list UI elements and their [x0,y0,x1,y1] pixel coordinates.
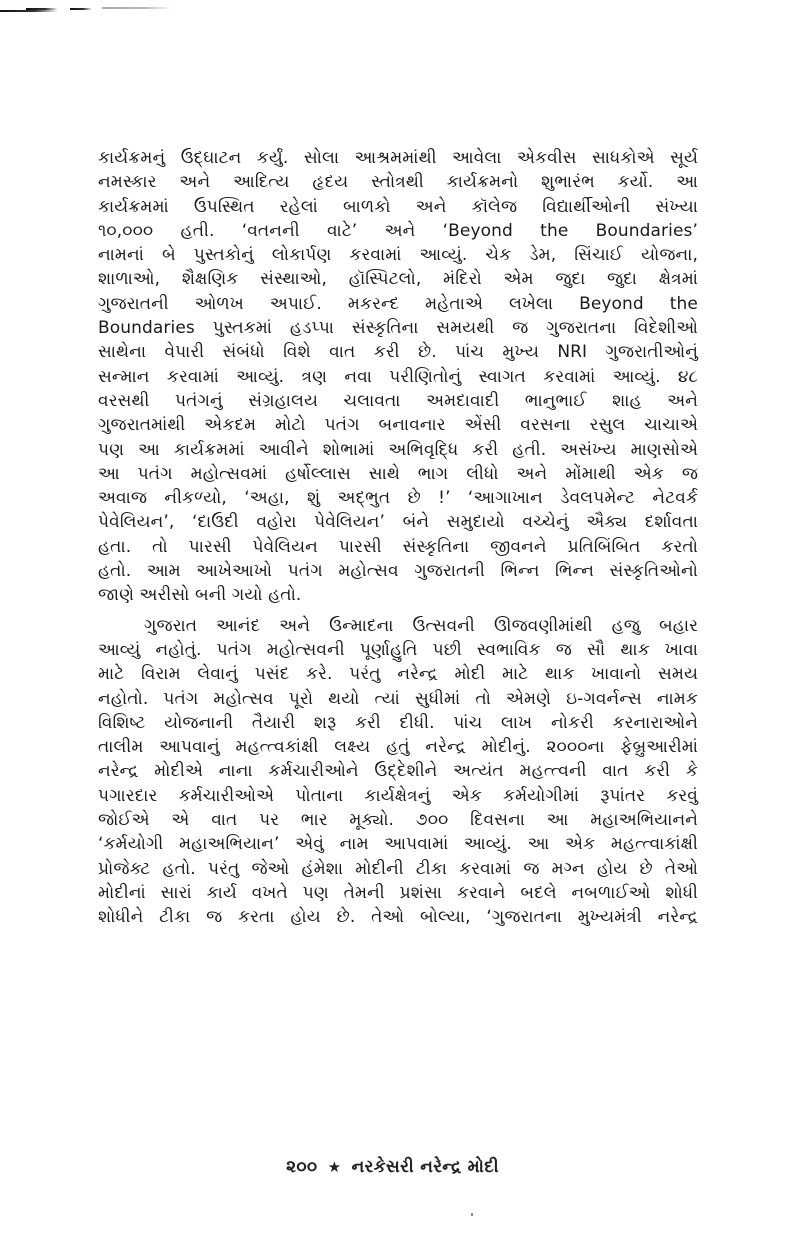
paragraph [98,146,698,608]
text-line: ૧૦,૦૦૦ હતી. ‘વતનની વાટે’ અને ‘Beyond the Boundaries’ [98,220,698,241]
page-footer [0,1157,785,1177]
scan-speck [471,1213,473,1216]
text-line: જાણે અરીસો બની ગયો હતો. [98,585,302,606]
paragraph [98,614,698,930]
text-line: શાળાઓ, શૈક્ષણિક સંસ્થાઓ, હૉસ્પિટલો, મંદિરો એમ જુદા જુદા ક્ષેત્રમાં [98,269,698,290]
text-line: પ્રોજેક્ટ હતો. પરંતુ જેઓ હંમેશા મોદીની ટીકા કરવામાં જ મગ્ન હોય છે તેઓ [98,858,698,879]
text-line: Boundaries પુસ્તકમાં હડપ્પા સંસ્કૃતિના સમયથી જ ગુજરાતના વિદેશીઓ [98,318,698,339]
text-line: પેવેલિયન’, ‘દાઉદી વહોરા પેવેલિયન’ બંને સમુદાયો વચ્ચેનું ઐક્ય દર્શાવતા [98,512,698,533]
scan-mark [70,8,92,10]
text-line: આ પતંગ મહોત્સવમાં હર્ષોલ્લાસ સાથે ભાગ લીધો અને મોંમાથી એક જ [98,463,698,484]
scan-mark [102,7,172,9]
text-line: મોદીનાં સારાં કાર્ય વખતે પણ તેમની પ્રશંસા કરવાને બદલે નબળાઈઓ શોધી [98,882,698,903]
page-number: ૨૦૦ [286,1157,318,1177]
text-line: સન્માન કરવામાં આવ્યું. ત્રણ નવા પરીણિતોનું સ્વાગત કરવામાં આવ્યું. ૪૮ [98,366,698,387]
text-line: જોઈએ એ વાત પર ભાર મૂક્યો. ૭૦૦ દિવસના આ મહાઅભિયાનને [98,810,698,831]
text-line: હતો. આમ આખેઆખો પતંગ મહોત્સવ ગુજરાતની ભિન્ન ભિન્ન સંસ્કૃતિઓનો [98,561,698,582]
text-line: પણ આ કાર્યક્રમમાં આવીને શોભામાં અભિવૃદ્ધિ કરી હતી. અસંખ્ય માણસોએ [98,439,698,460]
text-line: નરેન્દ્ર મોદીએ નાના કર્મચારીઓને ઉદ્દેશીને અત્યંત મહત્ત્વની વાત કરી કે [98,761,698,782]
text-line: કાર્યક્રમનું ઉદ્ઘાટન કર્યું. સોલા આશ્રમમાંથી આવેલા એકવીસ સાધકોએ સૂર્ય [98,148,698,168]
text-line: વરસથી પતંગનું સંગ્રહાલય ચલાવતા અમદાવાદી ભાનુભાઈ શાહ અને [98,390,698,411]
text-line: માટે વિરામ લેવાનું પસંદ કરે. પરંતુ નરેન્દ્ર મોદી માટે થાક ખાવાનો સમય [98,664,698,685]
scan-edge-marks [0,8,260,20]
text-line: નમસ્કાર અને આદિત્ય હૃદય સ્તોત્રથી કાર્યક્રમનો શુભારંભ કર્યો. આ [98,172,698,193]
text-line: ‘કર્મયોગી મહાઅભિયાન’ એવું નામ આપવામાં આવ્યું. આ એક મહત્ત્વાકાંક્ષી [98,834,698,855]
scan-mark [0,10,58,12]
text-line: નામનાં બે પુસ્તકોનું લોકાર્પણ કરવામાં આવ્યું. ચેક ડેમ, સિંચાઈ યોજના, [98,245,698,266]
text-line: તાલીમ આપવાનું મહત્ત્વકાંક્ષી લક્ષ્ય હતું નરેન્દ્ર મોદીનું. ૨૦૦૦ના ફેબ્રુઆરીમાં [98,737,698,758]
text-line: પગારદાર કર્મચારીઓએ પોતાના કાર્યક્ષેત્રનું એક કર્મયોગીમાં રૂપાંતર કરવું [98,785,698,806]
text-line: સાથેના વેપારી સંબંધો વિશે વાત કરી છે. પાંચ મુખ્ય NRI ગુજરાતીઓનું [98,342,698,363]
text-line: શોધીને ટીકા જ કરતા હોય છે. તેઓ બોલ્યા, ‘ગુજરાતના મુખ્યમંત્રી નરેન્દ્ર [98,907,698,928]
text-line: હતા. તો પારસી પેવેલિયન પારસી સંસ્કૃતિના જીવનને પ્રતિબિંબિત કરતો [98,536,698,557]
text-line: કાર્યક્રમમાં ઉપસ્થિત રહેલાં બાળકો અને કૉલેજ વિદ્યાર્થીઓની સંખ્યા [98,196,698,217]
text-line: ગુજરાતમાંથી એકદમ મોટો પતંગ બનાવનાર એંસી વરસના રસુલ ચાચાએ [98,415,698,436]
text-line: ગુજરાત આનંદ અને ઉન્માદના ઉત્સવની ઊજવણીમાંથી હજુ બહાર [144,615,698,636]
scan-mark [26,8,58,10]
page-body-text [98,146,698,930]
text-line: ગુજરાતની ઓળખ અપાઈ. મકરન્દ મહેતાએ લખેલા Beyond the [98,293,698,314]
text-line: નહોતો. પતંગ મહોત્સવ પૂરો થયો ત્યાં સુધીમાં તો એમણે ઇ-ગવર્નન્સ નામક [98,688,698,709]
text-line: અવાજ નીકળ્યો, ‘અહા, શું અદ્ભુત છે !’ ‘આગાખાન ડેવલપમેન્ટ નેટવર્ક [98,488,698,509]
book-title: નરકેસરી નરેન્દ્ર મોદી [351,1157,499,1177]
text-line: આવ્યું નહોતું. પતંગ મહોત્સવની પૂર્ણાહુતિ પછી સ્વભાવિક જ સૌ થાક ખાવા [98,639,698,660]
text-line: વિશિષ્ટ યોજનાની તૈયારી શરૂ કરી દીધી. પાંચ લાખ નોકરી કરનારાઓને [98,712,698,733]
star-separator-icon: ★ [327,1158,342,1176]
